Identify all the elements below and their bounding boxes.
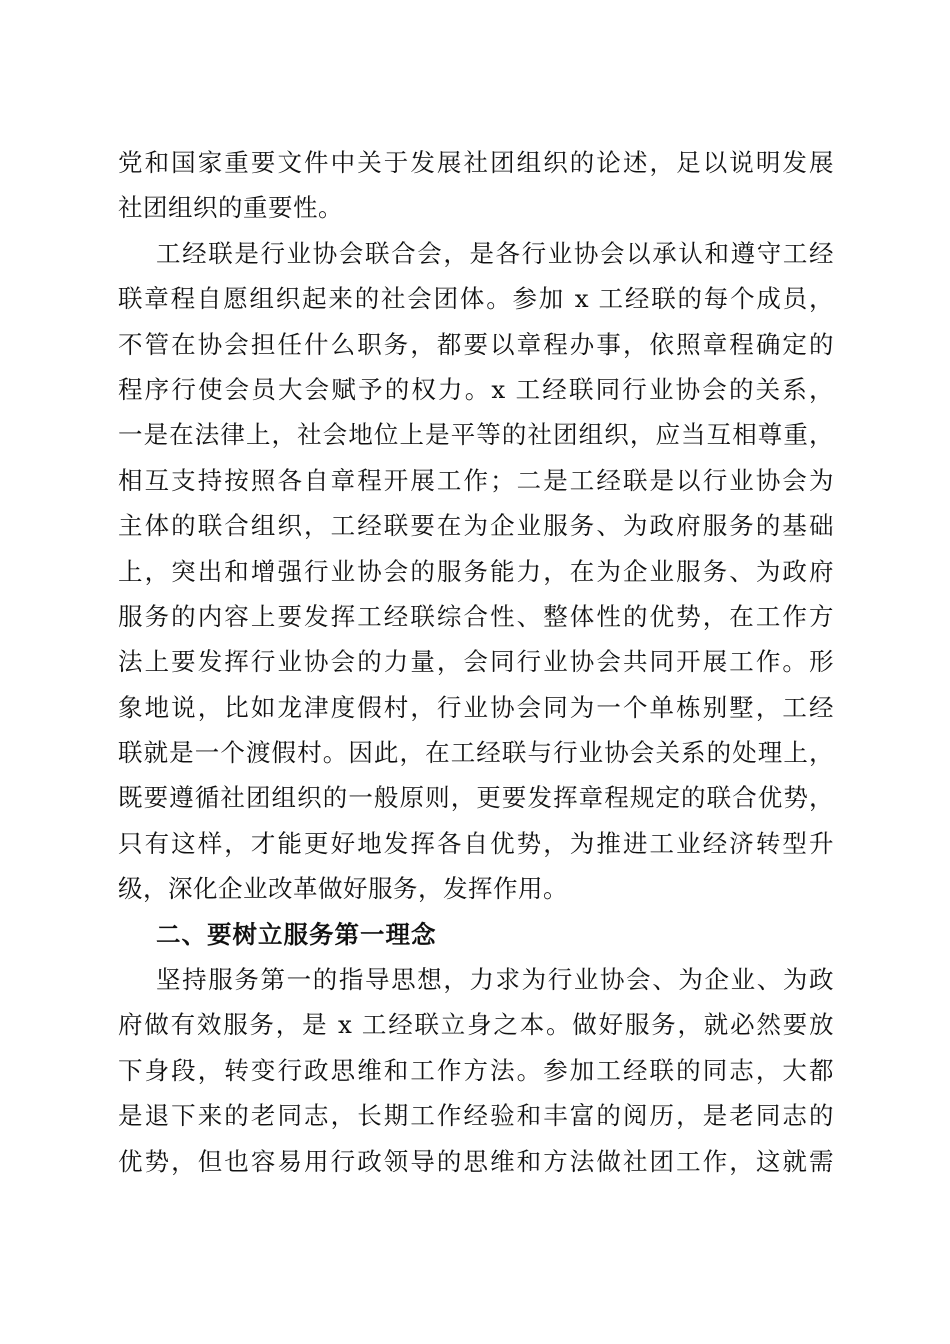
paragraph-line: 联就是一个渡假村。因此，在工经联与行业协会关系的处理上， xyxy=(118,738,834,768)
paragraph-line: 党和国家重要文件中关于发展社团组织的论述，足以说明发展 xyxy=(118,148,834,177)
paragraph-line: 象地说，比如龙津度假村，行业协会同为一个单栋别墅，工经 xyxy=(118,692,834,722)
paragraph-line: 下身段，转变行政思维和工作方法。参加工经联的同志，大都 xyxy=(118,1055,834,1085)
paragraph-line: 只有这样，才能更好地发挥各自优势，为推进工业经济转型升 xyxy=(118,828,834,858)
paragraph-line: 工经联是行业协会联合会，是各行业协会以承认和遵守工经 xyxy=(156,238,834,268)
paragraph-line: 一是在法律上，社会地位上是平等的社团组织，应当互相尊重， xyxy=(118,420,834,450)
paragraph-line: 服务的内容上要发挥工经联综合性、整体性的优势，在工作方 xyxy=(118,601,834,631)
paragraph-line: 法上要发挥行业协会的力量，会同行业协会共同开展工作。形 xyxy=(118,647,834,677)
paragraph-line: 社团组织的重要性。 xyxy=(118,193,343,223)
paragraph-line: 坚持服务第一的指导思想，力求为行业协会、为企业、为政 xyxy=(156,965,834,995)
paragraph-line: 既要遵循社团组织的一般原则，更要发挥章程规定的联合优势， xyxy=(118,783,834,813)
paragraph-line: 优势，但也容易用行政领导的思维和方法做社团工作，这就需 xyxy=(118,1146,834,1176)
paragraph-line: 相互支持按照各自章程开展工作；二是工经联是以行业协会为 xyxy=(118,465,834,495)
paragraph-line: 程序行使会员大会赋予的权力。x 工经联同行业协会的关系， xyxy=(118,374,834,404)
paragraph-line: 联章程自愿组织起来的社会团体。参加 x 工经联的每个成员， xyxy=(118,284,834,314)
paragraph-line: 主体的联合组织，工经联要在为企业服务、为政府服务的基础 xyxy=(118,511,834,541)
paragraph-line: 是退下来的老同志，长期工作经验和丰富的阅历，是老同志的 xyxy=(118,1101,834,1131)
paragraph-line: 上，突出和增强行业协会的服务能力，在为企业服务、为政府 xyxy=(118,556,834,586)
section-heading: 二、要树立服务第一理念 xyxy=(156,919,437,949)
document-body xyxy=(118,140,834,1184)
paragraph-line: 不管在协会担任什么职务，都要以章程办事，依照章程确定的 xyxy=(118,329,834,359)
paragraph-line: 级，深化企业改革做好服务，发挥作用。 xyxy=(118,874,568,904)
paragraph-line: 府做有效服务，是 x 工经联立身之本。做好服务，就必然要放 xyxy=(118,1010,834,1040)
